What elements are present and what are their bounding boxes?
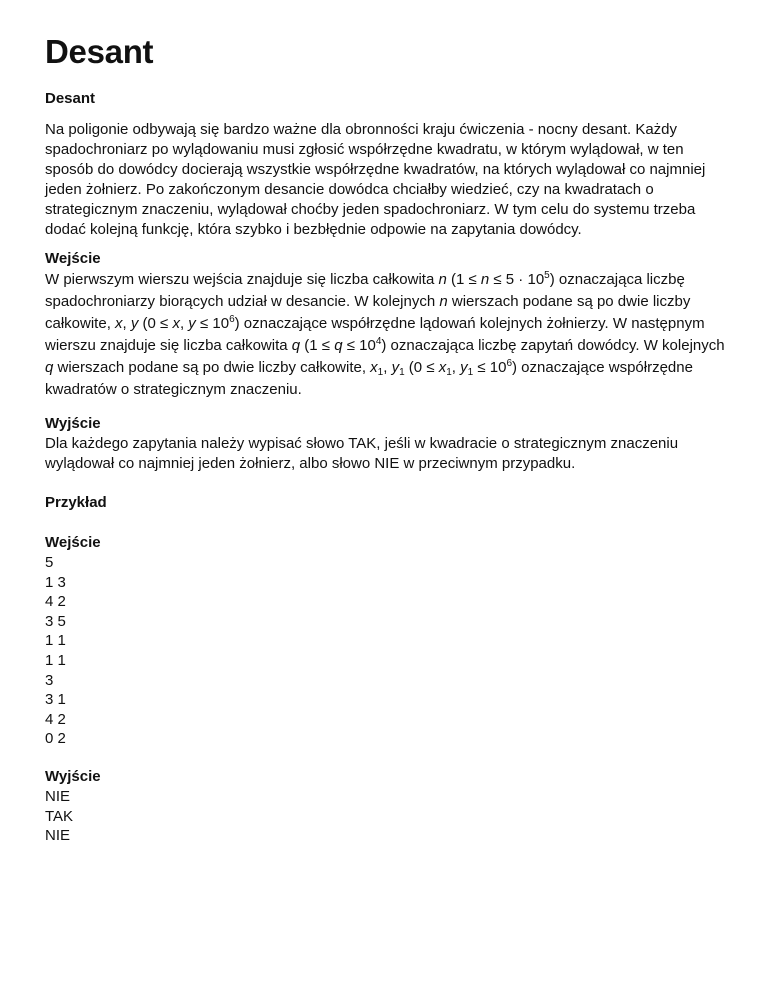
example-heading: Przykład	[45, 494, 107, 511]
example-input-line: 3	[45, 671, 54, 689]
output-heading: Wyjście	[45, 415, 101, 432]
example-input-line: 0 2	[45, 730, 66, 748]
page-title: Desant	[45, 33, 154, 70]
problem-description: Na poligonie odbywają się bardzo ważne dla obronności kraju ćwiczenia - nocny desant. Każdy spadochroniarz po wylądowaniu musi zgłosić współrzędne kwadratu, w którym wylądował, w ten sposób do dowódcy docierają wszystkie współrzędne kwadratów, na których wylądował co najmniej jeden żołnierz. Po zakończonym desancie dowódca chciałby wiedzieć, czy na kwadratach o strategicznym znaczeniu, wylądował choćby jeden spadochroniarz. W tym celu do systemu trzeba dodać kolejną funkcję, która szybko i bezbłędnie odpowie na zapytania dowódcy.	[45, 121, 706, 238]
input-heading: Wejście	[45, 250, 101, 267]
example-input-line: 3 5	[45, 612, 66, 630]
example-input-line: 1 1	[45, 651, 66, 669]
example-input-line: 5	[45, 554, 54, 571]
example-output	[45, 787, 735, 846]
example-input-line: 4 2	[45, 710, 66, 728]
problem-subtitle: Desant	[45, 90, 96, 107]
input-section	[45, 249, 735, 401]
example-output-line: NIE	[45, 827, 71, 845]
example-output-line: NIE	[45, 787, 71, 805]
example-output-heading: Wyjście	[45, 767, 101, 785]
example-input-line: 1 1	[45, 632, 66, 650]
example-output-line: TAK	[45, 807, 74, 825]
example-input-line: 3 1	[45, 691, 66, 709]
input-description: W pierwszym wierszu wejścia znajduje się liczba całkowita n $(1 \le n \le 5 \cdot 10^5)$ oznaczająca liczbę spadochroniarzy biorących udział w desancie. W kolejnych n wierszach podane są po dwie liczby całkowite, x, y (0 ≤ x, $y \le 10^6$) oznaczające współrzędne lądowań kolejnych żołnierzy. W następnym wierszu znajduje się liczba całkowita q $(1 \le q \le 10^4)$ oznaczająca liczbę zapytań dowódcy. W kolejnych q wierszach podane są po dwie liczby całkowite, $x_1$, $y_1$ ($0 \le x_1$, $y_1 \le 10^6$) oznaczające współrzędne kwadratów o strategicznym znaczeniu.	[45, 270, 725, 398]
example-input-line: 1 3	[45, 573, 66, 591]
output-section	[45, 414, 735, 474]
problem-statement	[45, 30, 735, 846]
output-description: Dla każdego zapytania należy wypisać słowo TAK, jeśli w kwadracie o strategicznym znaczeniu wylądował co najmniej jeden żołnierz, albo słowo NIE w przeciwnym przypadku.	[45, 435, 679, 472]
example-input	[45, 553, 735, 749]
example-input-heading: Wejście	[45, 534, 101, 551]
example-input-line: 4 2	[45, 593, 66, 611]
